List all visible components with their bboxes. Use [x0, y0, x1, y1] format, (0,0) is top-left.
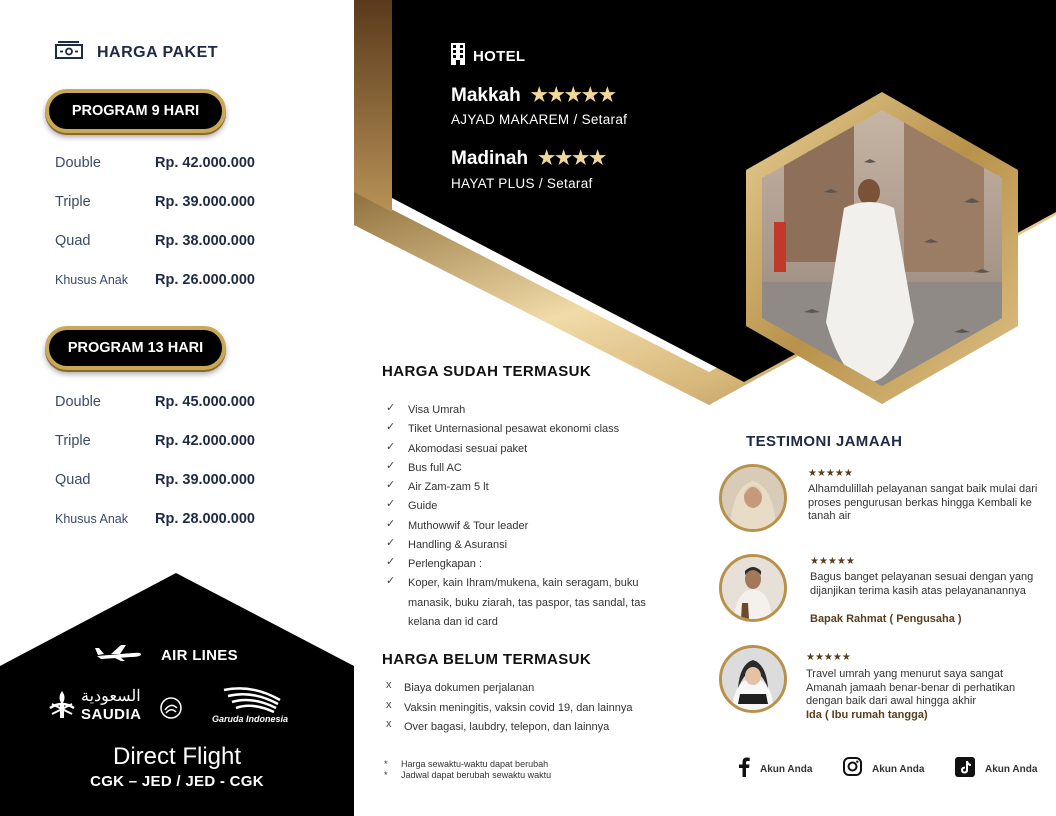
room-type: Khusus Anak — [55, 273, 128, 287]
included-text: Muthowwif & Tour leader — [408, 520, 529, 532]
room-type: Quad — [55, 233, 91, 249]
instagram-label: Akun Anda — [872, 763, 925, 775]
included-item — [386, 555, 686, 575]
excluded-text: Vaksin meningitis, vaksin covid 19, dan lainnya — [404, 702, 633, 714]
included-text: Guide — [408, 500, 438, 512]
hotel-city-makkah — [451, 84, 616, 107]
testimonials-header: TESTIMONI JAMAAH — [746, 433, 903, 450]
room-price: Rp. 42.000.000 — [155, 433, 255, 449]
testimonial-text: Travel umrah yang menurut saya sangat Amanah jamaah benar-benar di perhatikan dengan baik dari awal hingga akhir — [806, 668, 1016, 707]
avatar — [719, 464, 787, 532]
check-icon: ✓ — [386, 460, 396, 472]
x-icon: x — [386, 699, 392, 711]
excluded-item — [386, 679, 686, 699]
check-icon: ✓ — [386, 556, 396, 568]
included-item — [386, 401, 686, 421]
city-name: Makkah — [451, 84, 521, 106]
pricing-header — [55, 40, 218, 65]
included-item — [386, 574, 676, 633]
included-text: Handling & Asuransi — [408, 539, 508, 551]
included-text: Perlengkapan : — [408, 558, 482, 570]
avatar — [719, 554, 787, 622]
star-rating: ★★★★ — [538, 148, 607, 169]
flight-type: Direct Flight — [112, 743, 242, 770]
check-icon: ✓ — [386, 575, 396, 587]
included-text: Tiket Unternasional pesawat ekonomi class — [408, 423, 620, 435]
room-price: Rp. 26.000.000 — [155, 272, 255, 288]
check-icon: ✓ — [386, 402, 396, 414]
social-facebook[interactable] — [738, 757, 812, 782]
airlines-title: AIR LINES — [161, 646, 238, 664]
included-item — [386, 420, 686, 440]
tiktok-icon — [955, 757, 975, 782]
building-icon — [451, 43, 465, 70]
included-item — [386, 440, 686, 460]
testimonial-author: Bapak Rahmat ( Pengusaha ) — [810, 613, 962, 625]
excluded-text: Biaya dokumen perjalanan — [404, 682, 535, 694]
included-item — [386, 497, 686, 517]
included-text: Air Zam-zam 5 lt — [408, 481, 489, 493]
airplane-icon — [95, 644, 143, 666]
room-price: Rp. 45.000.000 — [155, 394, 255, 410]
flight-route: CGK – JED / JED - CGK — [90, 773, 264, 790]
footnote — [384, 770, 551, 780]
excluded-item — [386, 718, 686, 738]
included-item — [386, 478, 686, 498]
facebook-icon — [738, 757, 750, 782]
asterisk: * — [384, 770, 388, 780]
price-row — [55, 509, 315, 529]
included-text: Visa Umrah — [408, 404, 466, 416]
check-icon: ✓ — [386, 518, 396, 530]
room-type: Quad — [55, 472, 91, 488]
testimonial-stars: ★★★★★ — [806, 652, 851, 663]
check-icon: ✓ — [386, 479, 396, 491]
avatar — [719, 645, 787, 713]
social-tiktok[interactable] — [955, 757, 1037, 782]
city-name: Madinah — [451, 147, 529, 169]
excluded-header: HARGA BELUM TERMASUK — [382, 651, 592, 668]
room-type: Triple — [55, 194, 91, 210]
room-type: Double — [55, 155, 101, 171]
room-price: Rp. 39.000.000 — [155, 194, 255, 210]
included-item — [386, 517, 686, 537]
program-9-badge: PROGRAM 9 HARI — [45, 89, 226, 133]
testimonial-text: Bagus banget pelayanan sesuai dengan yang dijanjikan terima kasih atas pelayananannya — [810, 571, 1034, 597]
hotel-header — [451, 43, 525, 70]
footnote-text: Harga sewaktu-waktu dapat berubah — [401, 759, 549, 769]
facebook-label: Akun Anda — [760, 764, 813, 775]
price-row — [55, 153, 315, 173]
garuda-name: Garuda Indonesia — [212, 714, 289, 724]
price-row — [55, 192, 315, 212]
testimonial-stars: ★★★★★ — [810, 556, 855, 567]
testimonial-stars: ★★★★★ — [808, 468, 853, 479]
room-price: Rp. 42.000.000 — [155, 155, 255, 171]
room-price: Rp. 39.000.000 — [155, 472, 255, 488]
room-type: Triple — [55, 433, 91, 449]
pilgrim-photo — [744, 92, 1020, 404]
testimonial-author: Ida ( Ibu rumah tangga) — [806, 709, 928, 721]
garuda-logo — [210, 686, 300, 726]
check-icon: ✓ — [386, 441, 396, 453]
price-row — [55, 392, 315, 412]
included-item — [386, 536, 686, 556]
hotel-name: HAYAT PLUS / Setaraf — [451, 176, 593, 191]
room-type: Double — [55, 394, 101, 410]
included-text: Akomodasi sesuai paket — [408, 443, 528, 455]
footnote — [384, 759, 548, 769]
hotel-city-madinah — [451, 147, 606, 170]
price-row — [55, 470, 315, 490]
hotel-name: AJYAD MAKAREM / Setaraf — [451, 112, 628, 127]
room-price: Rp. 28.000.000 — [155, 511, 255, 527]
check-icon: ✓ — [386, 421, 396, 433]
excluded-item — [386, 699, 686, 719]
price-row — [55, 231, 315, 251]
included-text: Koper, kain Ihram/mukena, kain seragam, buku manasik, buku ziarah, tas paspor, tas sandal, tas kelana dan id card — [408, 577, 646, 628]
star-rating: ★★★★★ — [530, 85, 616, 106]
saudia-arabic-text: السعودية — [81, 688, 141, 705]
room-type: Khusus Anak — [55, 512, 128, 526]
airlines-section — [0, 560, 354, 816]
social-instagram[interactable] — [843, 757, 924, 781]
money-icon — [55, 40, 83, 65]
instagram-icon — [843, 757, 862, 781]
x-icon: x — [386, 679, 392, 691]
room-price: Rp. 38.000.000 — [155, 233, 255, 249]
hotel-title: HOTEL — [473, 48, 526, 65]
program-13-badge: PROGRAM 13 HARI — [45, 326, 226, 370]
price-row — [55, 270, 315, 290]
testimonial-text: Alhamdulillah pelayanan sangat baik mulai dari proses pengurusan berkas hingga Kembali ke tanah air — [808, 483, 1038, 522]
x-icon: x — [386, 718, 392, 730]
saudia-name: SAUDIA — [81, 706, 142, 723]
airlines-header — [95, 644, 238, 666]
included-text: Bus full AC — [408, 462, 462, 474]
pricing-panel — [0, 0, 354, 816]
check-icon: ✓ — [386, 498, 396, 510]
check-icon: ✓ — [386, 537, 396, 549]
asterisk: * — [384, 759, 388, 769]
footnote-text: Jadwal dapat berubah sewaktu waktu — [401, 770, 552, 780]
excluded-text: Over bagasi, laubdry, telepon, dan lainnya — [404, 721, 610, 733]
included-item — [386, 459, 686, 479]
tiktok-label: Akun Anda — [985, 764, 1038, 775]
included-header: HARGA SUDAH TERMASUK — [382, 363, 592, 380]
pricing-title: HARGA PAKET — [97, 43, 219, 61]
price-row — [55, 431, 315, 451]
